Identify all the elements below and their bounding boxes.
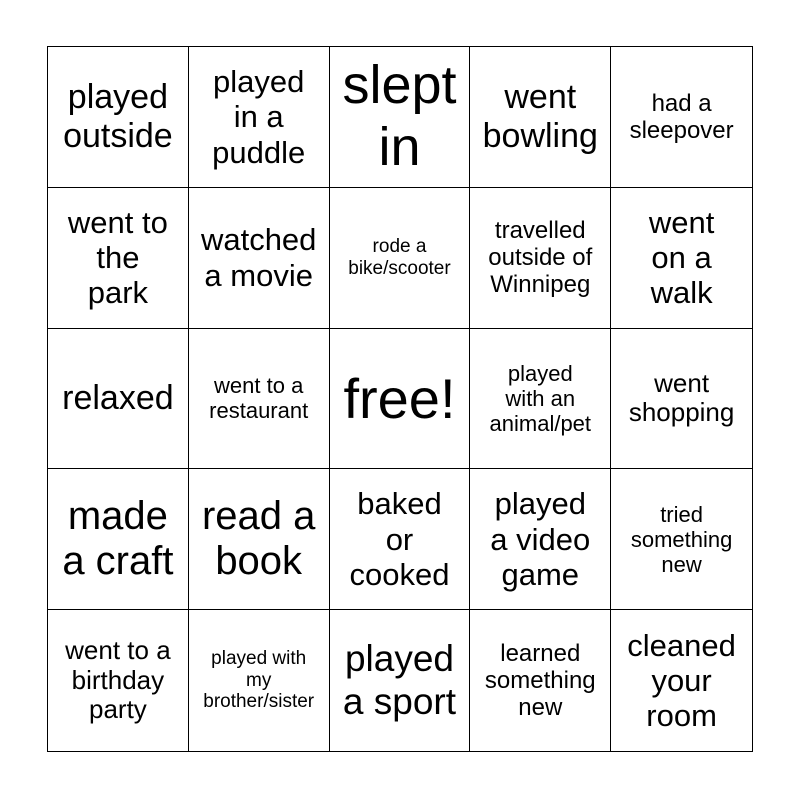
bingo-cell-r5-c2[interactable] xyxy=(189,610,330,751)
bingo-cell-r3-c5[interactable] xyxy=(611,329,752,470)
bingo-cell-label: relaxed xyxy=(62,379,174,418)
bingo-cell-label: went to a birthday party xyxy=(65,635,171,725)
bingo-cell-r1-c5[interactable] xyxy=(611,47,752,188)
bingo-cell-label: played a video game xyxy=(490,486,591,592)
bingo-cell-r3-c1[interactable] xyxy=(48,329,189,470)
bingo-board xyxy=(47,46,753,752)
bingo-cell-label: slept in xyxy=(342,55,457,177)
bingo-cell-label: went to the park xyxy=(67,204,168,311)
bingo-cell-label: watched a movie xyxy=(200,222,317,293)
bingo-cell-r2-c5[interactable] xyxy=(611,188,752,329)
bingo-cell-r5-c1[interactable] xyxy=(48,610,189,751)
bingo-cell-r3-c4[interactable] xyxy=(470,329,611,470)
bingo-cell-label: played with an animal/pet xyxy=(489,360,592,437)
bingo-cell-label: cleaned your room xyxy=(627,627,736,734)
bingo-cell-r5-c3[interactable] xyxy=(330,610,471,751)
bingo-cell-r4-c4[interactable] xyxy=(470,469,611,610)
bingo-cell-label: went on a walk xyxy=(648,204,715,311)
bingo-cell-label: made a craft xyxy=(62,493,174,584)
bingo-cell-label: free! xyxy=(343,366,456,430)
bingo-cell-label: went shopping xyxy=(628,367,735,428)
bingo-cell-r2-c3[interactable] xyxy=(330,188,471,329)
bingo-cell-label: read a book xyxy=(201,493,316,584)
bingo-cell-r3-c3[interactable] xyxy=(330,329,471,470)
bingo-cell-label: went to a restaurant xyxy=(209,373,309,424)
bingo-cell-label: went bowling xyxy=(482,78,598,155)
bingo-cell-label: played a sport xyxy=(342,638,457,722)
bingo-cell-r1-c3[interactable] xyxy=(330,47,471,188)
bingo-cell-r2-c4[interactable] xyxy=(470,188,611,329)
bingo-cell-r1-c1[interactable] xyxy=(48,47,189,188)
bingo-cell-r1-c2[interactable] xyxy=(189,47,330,188)
bingo-cell-r4-c1[interactable] xyxy=(48,469,189,610)
bingo-cell-label: rode a bike/scooter xyxy=(348,236,451,279)
bingo-cell-label: played with my brother/sister xyxy=(203,648,315,713)
bingo-cell-label: tried something new xyxy=(630,501,733,577)
bingo-cell-r5-c5[interactable] xyxy=(611,610,752,751)
bingo-cell-r2-c1[interactable] xyxy=(48,188,189,329)
bingo-cell-label: played in a puddle xyxy=(212,63,306,170)
bingo-cell-label: had a sleepover xyxy=(629,89,734,144)
bingo-cell-r3-c2[interactable] xyxy=(189,329,330,470)
bingo-cell-r5-c4[interactable] xyxy=(470,610,611,751)
bingo-cell-r1-c4[interactable] xyxy=(470,47,611,188)
bingo-cell-r4-c3[interactable] xyxy=(330,469,471,610)
bingo-cell-r4-c2[interactable] xyxy=(189,469,330,610)
bingo-cell-r4-c5[interactable] xyxy=(611,469,752,610)
bingo-cell-r2-c2[interactable] xyxy=(189,188,330,329)
bingo-cell-label: baked or cooked xyxy=(349,486,450,592)
bingo-cell-label: travelled outside of Winnipeg xyxy=(488,216,593,299)
bingo-cell-label: played outside xyxy=(63,78,173,155)
bingo-cell-label: learned something new xyxy=(484,639,596,722)
